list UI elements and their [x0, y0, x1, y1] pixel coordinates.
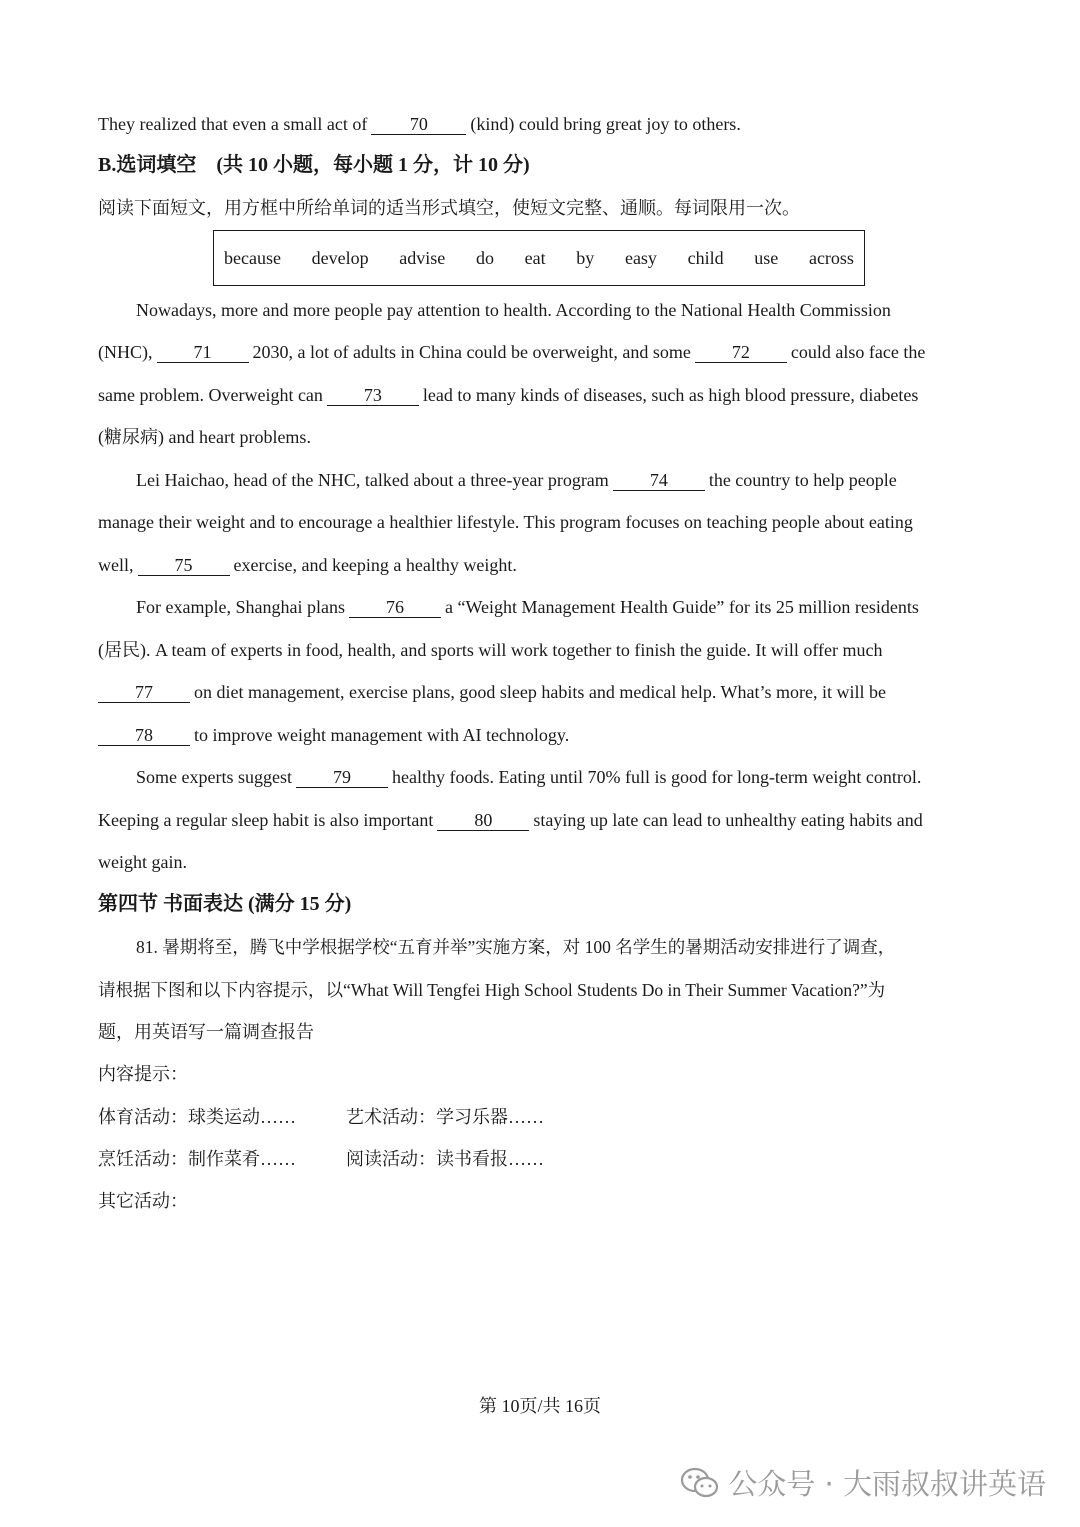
- word-option: because: [224, 247, 281, 268]
- blank-73[interactable]: 73: [327, 385, 419, 406]
- paragraph-line: For example, Shanghai plans 76 a “Weight Management Health Guide” for its 25 million residents: [136, 597, 919, 617]
- blank-75[interactable]: 75: [138, 555, 230, 576]
- blank-79[interactable]: 79: [296, 767, 388, 788]
- question-81-line: 请根据下图和以下内容提示，以“What Will Tengfei High School Students Do in Their Summer Vacation?”为: [98, 980, 886, 1000]
- paragraph-line: (糖尿病) and heart problems.: [98, 427, 311, 447]
- hint-arts: 艺术活动：学习乐器……: [346, 1107, 544, 1127]
- word-option: develop: [311, 247, 369, 268]
- blank-71[interactable]: 71: [157, 342, 249, 363]
- paragraph-line: 78 to improve weight management with AI technology.: [98, 723, 988, 747]
- blank-72[interactable]: 72: [695, 342, 787, 363]
- hint-row: [98, 1147, 988, 1171]
- hint-other: 其它活动：: [98, 1191, 188, 1211]
- paragraph-line: Nowadays, more and more people pay attention to health. According to the National Health Commission: [136, 300, 891, 320]
- wechat-icon: [680, 1466, 720, 1500]
- paragraph-line: Some experts suggest 79 healthy foods. Eating until 70% full is good for long-term weight control.: [136, 767, 922, 787]
- page-number: 第 10页/共 16页: [478, 1396, 601, 1416]
- watermark: [680, 1462, 1046, 1503]
- hint-row: [98, 1105, 988, 1129]
- word-option: do: [475, 247, 494, 268]
- paragraph-line: same problem. Overweight can 73 lead to many kinds of diseases, such as high blood pressure, diabetes: [98, 385, 919, 405]
- blank-80[interactable]: 80: [437, 810, 529, 831]
- sentence-70: They realized that even a small act of 70 (kind) could bring great joy to others.: [98, 114, 741, 134]
- blank-78[interactable]: 78: [98, 725, 190, 746]
- blank-74[interactable]: 74: [613, 470, 705, 491]
- paragraph-line: weight gain.: [98, 852, 187, 872]
- paragraph-line: 77 on diet management, exercise plans, good sleep habits and medical help. What’s more, it will be: [98, 680, 988, 704]
- instruction-text: 阅读下面短文，用方框中所给单词的适当形式填空，使短文完整、通顺。每词限用一次。: [98, 198, 800, 218]
- paragraph-line: (NHC), 71 2030, a lot of adults in China could be overweight, and some 72 could also face the: [98, 342, 926, 362]
- hint-title: 内容提示：: [98, 1064, 188, 1084]
- blank-70[interactable]: 70: [371, 114, 466, 135]
- paragraph-line: (居民). A team of experts in food, health, and sports will work together to finish the guide. It will offer much: [98, 640, 883, 660]
- word-option: use: [754, 247, 779, 268]
- question-81-line: 81. 暑期将至，腾飞中学根据学校“五育并举”实施方案，对 100 名学生的暑期活动安排进行了调查，: [136, 937, 896, 957]
- watermark-text: 公众号 · 大雨叔叔讲英语: [728, 1467, 1046, 1501]
- hint-cooking: 烹饪活动：制作菜肴……: [98, 1149, 296, 1169]
- blank-76[interactable]: 76: [349, 597, 441, 618]
- word-option: across: [808, 247, 854, 268]
- section-b-heading: B.选词填空 (共 10 小题，每小题 1 分，计 10 分): [98, 154, 530, 176]
- word-option: child: [687, 247, 724, 268]
- word-option: easy: [624, 247, 657, 268]
- hint-sports: 体育活动：球类运动……: [98, 1107, 296, 1127]
- word-option: eat: [524, 247, 546, 268]
- paragraph-line: Lei Haichao, head of the NHC, talked about a three-year program 74 the country to help people: [136, 470, 897, 490]
- section-4-heading: 第四节 书面表达 (满分 15 分): [98, 893, 352, 915]
- paragraph-line: manage their weight and to encourage a healthier lifestyle. This program focuses on teaching people about eating: [98, 512, 913, 532]
- paragraph-line: well, 75 exercise, and keeping a healthy weight.: [98, 555, 517, 575]
- hint-reading: 阅读活动：读书看报……: [346, 1149, 544, 1169]
- word-option: advise: [399, 247, 446, 268]
- paragraph-line: Keeping a regular sleep habit is also important 80 staying up late can lead to unhealthy eating habits and: [98, 810, 923, 830]
- word-option: by: [576, 247, 595, 268]
- question-81-line: 题，用英语写一篇调查报告: [98, 1022, 314, 1042]
- word-box: [213, 230, 865, 286]
- blank-77[interactable]: 77: [98, 682, 190, 703]
